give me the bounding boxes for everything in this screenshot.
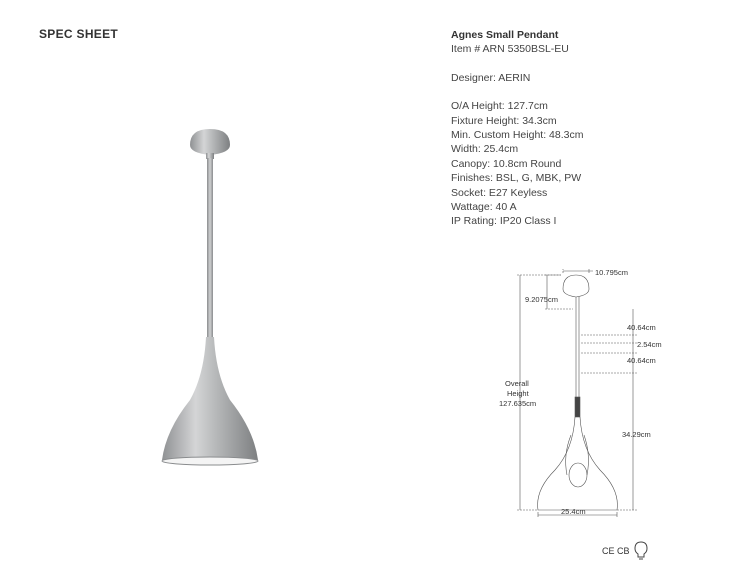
spec-socket: Socket: E27 Keyless <box>451 186 548 199</box>
dim-stem-1: 40.64cm <box>627 323 656 332</box>
dim-canopy-width: 10.795cm <box>595 268 628 277</box>
certifications <box>602 541 648 561</box>
dimension-diagram <box>495 265 675 520</box>
product-name: Agnes Small Pendant <box>451 29 559 41</box>
dim-fixture-height: 34.29cm <box>622 430 651 439</box>
bulb-icon <box>634 541 648 561</box>
diagram-canopy <box>563 275 589 297</box>
spec-wattage: Wattage: 40 A <box>451 201 517 214</box>
pendant-photo <box>150 125 270 470</box>
spec-finishes: Finishes: BSL, G, MBK, PW <box>451 172 582 185</box>
spec-oa-height: O/A Height: 127.7cm <box>451 100 548 113</box>
ce-cb-mark: CE CB <box>602 546 630 556</box>
item-number: Item # ARN 5350BSL-EU <box>451 43 569 56</box>
dim-width: 25.4cm <box>561 507 586 516</box>
spec-fixture-height: Fixture Height: 34.3cm <box>451 114 557 127</box>
dim-stem-2: 2.54cm <box>637 340 662 349</box>
spec-width: Width: 25.4cm <box>451 143 519 156</box>
spec-ip-rating: IP Rating: IP20 Class I <box>451 215 557 228</box>
spec-block <box>451 28 583 229</box>
spec-sheet-title: SPEC SHEET <box>39 27 119 41</box>
dim-canopy-height: 9.2075cm <box>525 295 558 304</box>
spec-canopy: Canopy: 10.8cm Round <box>451 157 562 170</box>
dim-overall-value: 127.635cm <box>499 399 537 408</box>
designer: Designer: AERIN <box>451 71 531 84</box>
dim-overall-label-1: Overall <box>505 379 529 388</box>
dim-stem-3: 40.64cm <box>627 356 656 365</box>
dim-overall-label-2: Height <box>507 389 529 398</box>
diagram-shade <box>538 417 618 510</box>
spec-min-custom-height: Min. Custom Height: 48.3cm <box>451 129 584 142</box>
